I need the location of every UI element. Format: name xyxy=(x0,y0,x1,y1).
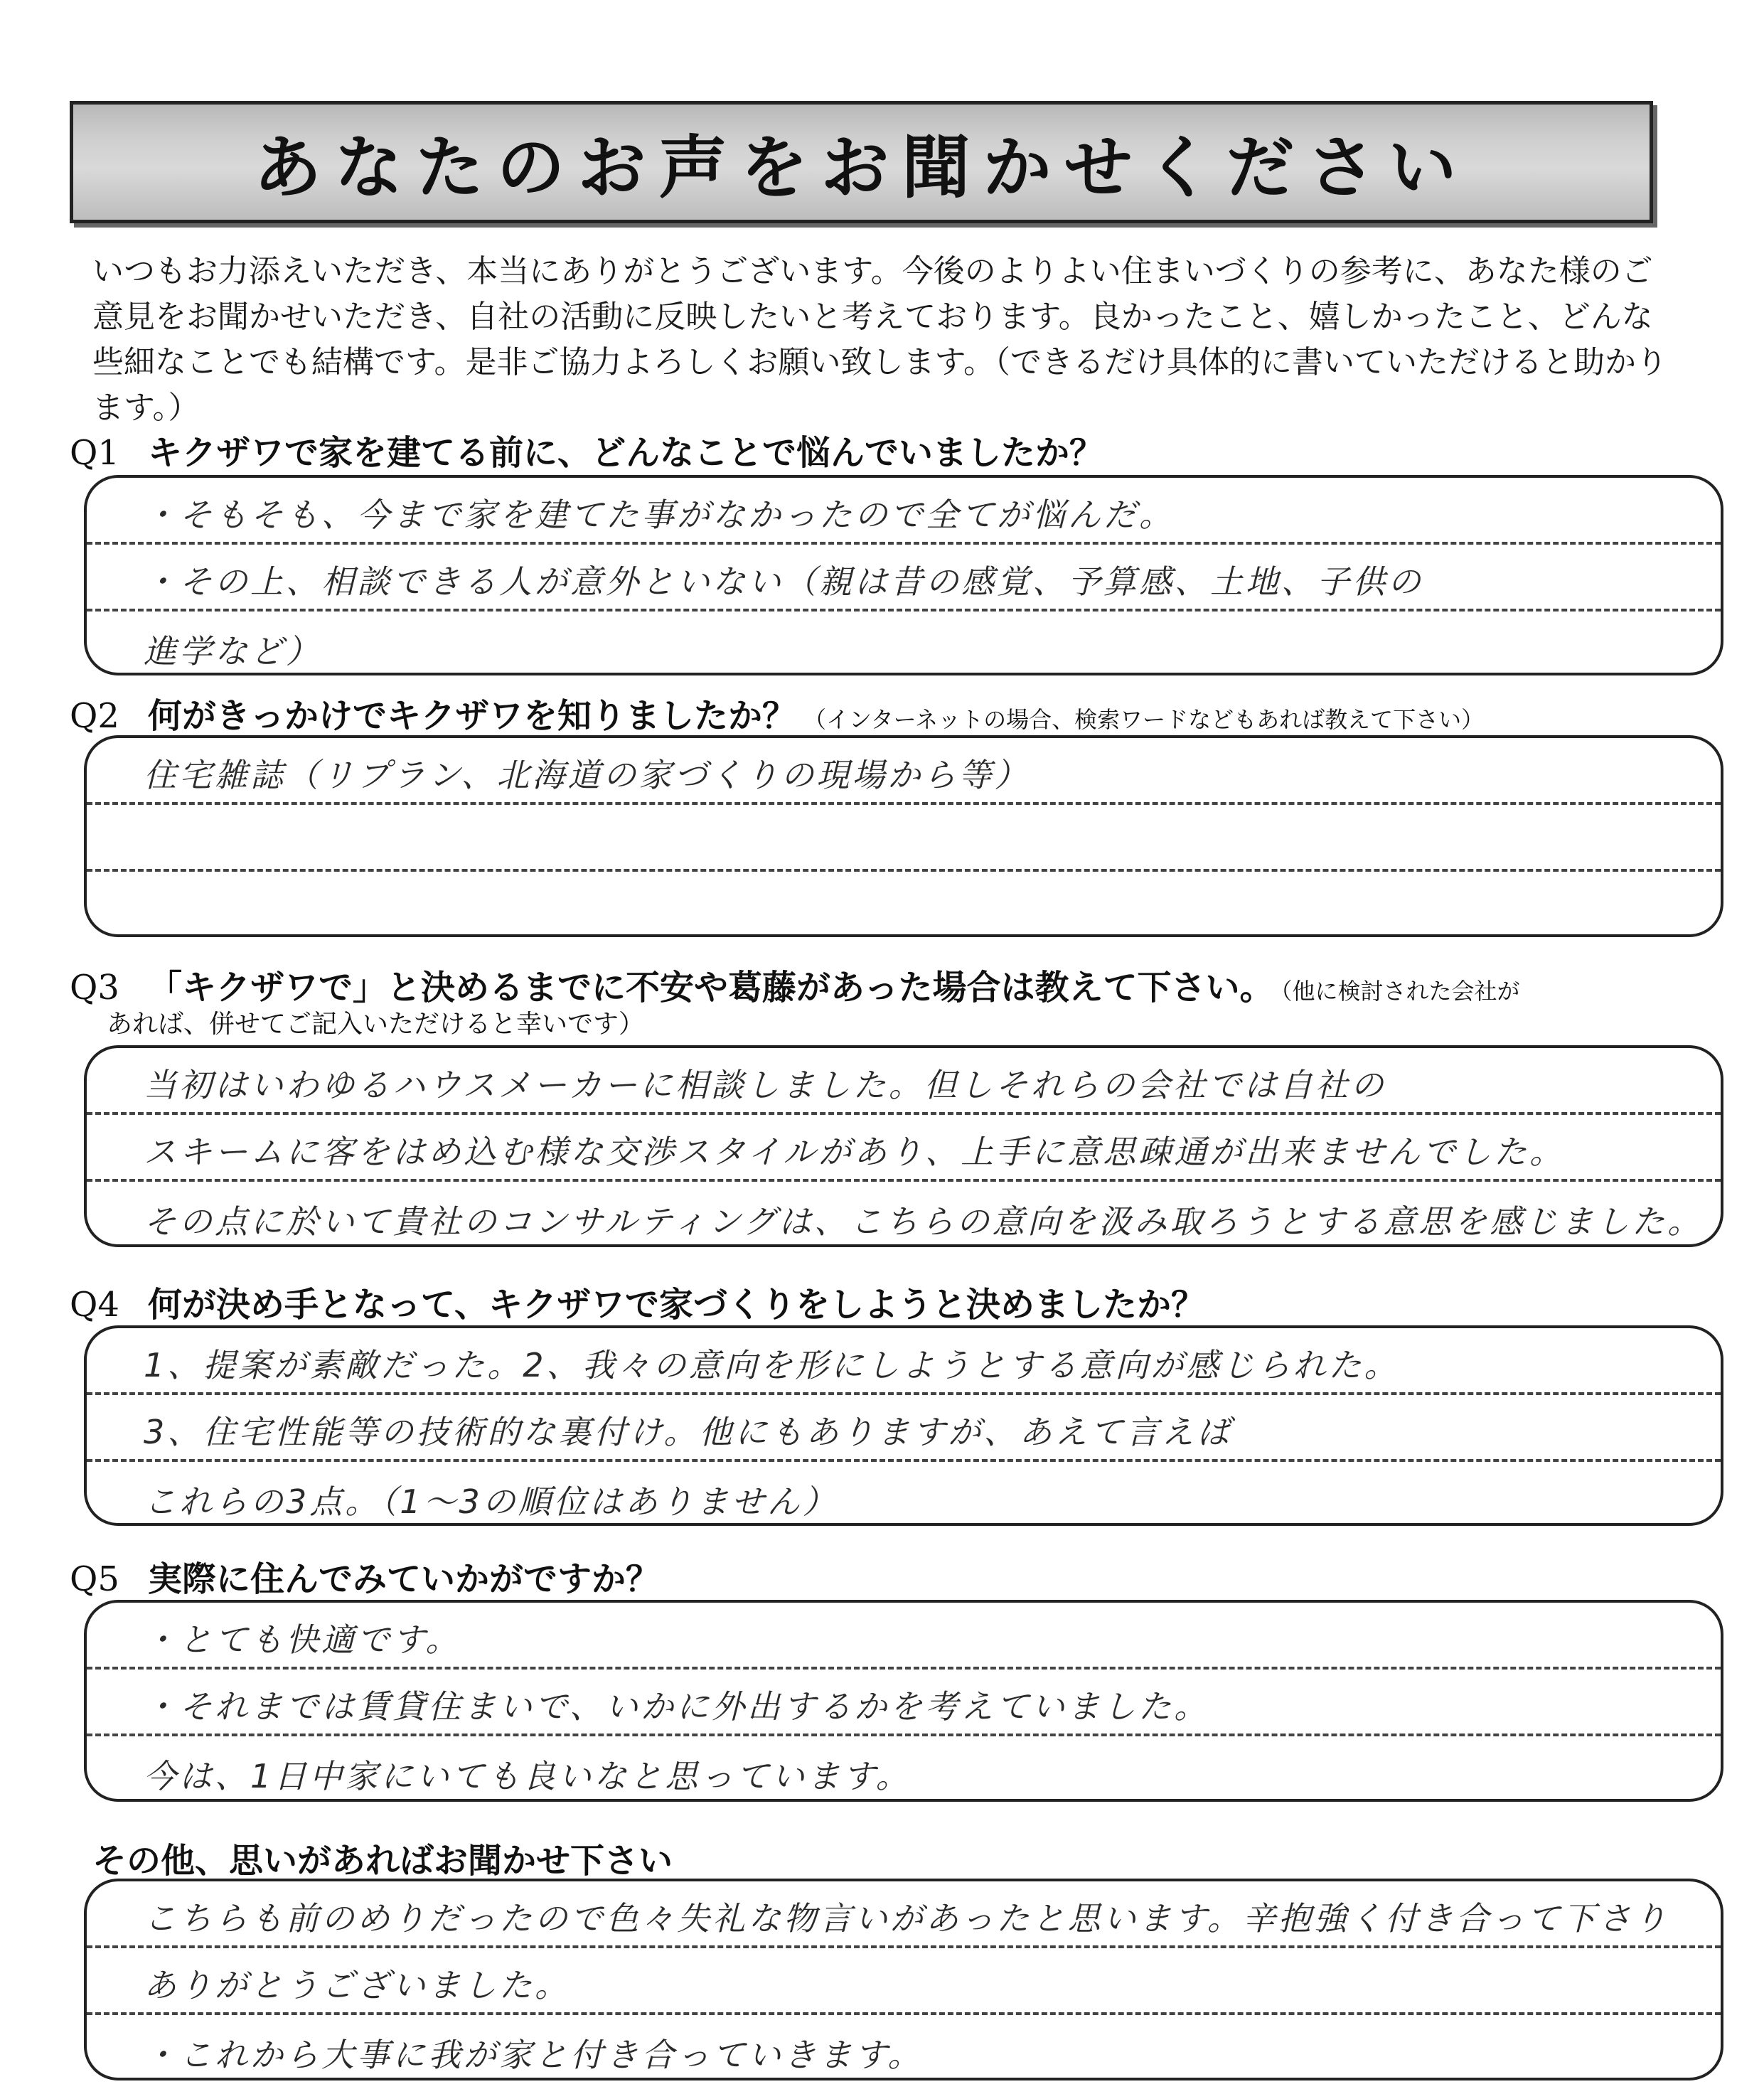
answer-line xyxy=(87,872,1721,937)
question-note: （他に検討された会社が xyxy=(1281,978,1520,1005)
answer-line: ・これから大事に我が家と付き合っていきます。 xyxy=(144,2036,924,2074)
answer-box-q5 xyxy=(84,1600,1723,1802)
question-number: Q3 xyxy=(70,968,119,1008)
answer-line: ・それまでは賃貸住まいで、いかに外出するかを考えていました。 xyxy=(87,1670,1721,1736)
question-note: （インターネットの場合、検索ワードなどもあれば教えて下さい） xyxy=(803,706,1485,733)
answer-line: 3、住宅性能等の技術的な裏付け。他にもありますが、あえて言えば xyxy=(87,1395,1721,1462)
answer-line: 住宅雑誌（リプラン、北海道の家づくりの現場から等） xyxy=(87,738,1721,805)
other-label-text: その他、思いがあればお聞かせ下さい xyxy=(92,1841,673,1881)
answer-line: 1、提案が素敵だった。2、我々の意向を形にしようとする意向が感じられた。 xyxy=(87,1328,1721,1395)
question-3-label xyxy=(70,960,1520,1009)
question-4-label xyxy=(70,1277,1205,1326)
answer-box-q1 xyxy=(84,475,1723,675)
answer-line: 進学など） xyxy=(144,632,321,671)
answer-line: これらの3点。（1〜3の順位はありません） xyxy=(144,1483,838,1521)
question-2-label xyxy=(70,688,1484,737)
answer-box-q3 xyxy=(84,1045,1723,1247)
question-number: Q4 xyxy=(70,1285,119,1325)
title-banner xyxy=(70,101,1653,223)
question-1-label xyxy=(70,425,1103,474)
question-text: 何がきっかけでキクザワを知りましたか？ xyxy=(148,696,797,736)
question-5-label xyxy=(70,1551,660,1601)
question-text: 実際に住んでみていかがですか？ xyxy=(148,1559,661,1599)
page-title: あなたのお声をお聞かせください xyxy=(253,127,1470,208)
answer-line xyxy=(87,805,1721,872)
answer-box-other xyxy=(84,1879,1723,2080)
question-number: Q1 xyxy=(70,433,119,473)
question-number: Q5 xyxy=(70,1559,119,1599)
answer-line: ・とても快適です。 xyxy=(87,1603,1721,1670)
answer-box-q4 xyxy=(84,1325,1723,1526)
answer-line: 今は、1日中家にいても良いなと思っています。 xyxy=(144,1757,912,1795)
intro-text: いつもお力添えいただき、本当にありがとうございます。今後のよりよい住まいづくりの参考に、あなた様のご意見をお聞かせいただき、自社の活動に反映したいと考えております。良かったこと、嬉しかったこと、どんな些細なことでも結構です。是非ご協力よろしくお願い致します。（できるだけ具体的に書いていただけると助かります。） xyxy=(92,253,1667,426)
question-text: 「キクザワで」と決めるまでに不安や葛藤があった場合は教えて下さい。 xyxy=(148,968,1274,1008)
question-text: 何が決め手となって、キクザワで家づくりをしようと決めましたか？ xyxy=(148,1285,1206,1325)
answer-box-q2 xyxy=(84,735,1723,937)
answer-line: 当初はいわゆるハウスメーカーに相談しました。但しそれらの会社では自社の xyxy=(87,1048,1721,1115)
answer-line: ・その上、相談できる人が意外といない（親は昔の感覚、予算感、土地、子供の xyxy=(87,545,1721,611)
answer-line: スキームに客をはめ込む様な交渉スタイルがあり、上手に意思疎通が出来ませんでした。 xyxy=(87,1115,1721,1182)
answer-line: その点に於いて貴社のコンサルティングは、こちらの意向を汲み取ろうとする意思を感じました。 xyxy=(144,1202,1704,1241)
answer-line: こちらも前のめりだったので色々失礼な物言いがあったと思います。辛抱強く付き合って下さり xyxy=(87,1881,1721,1948)
answer-line: ・そもそも、今まで家を建てた事がなかったので全てが悩んだ。 xyxy=(87,478,1721,545)
question-number: Q2 xyxy=(70,696,119,736)
other-label xyxy=(92,1833,673,1882)
question-text: キクザワで家を建てる前に、どんなことで悩んでいましたか？ xyxy=(148,433,1104,473)
answer-line: ありがとうございました。 xyxy=(87,1948,1721,2015)
question-note-continued: あれば、併せてご記入いただけると幸いです） xyxy=(107,1010,645,1039)
